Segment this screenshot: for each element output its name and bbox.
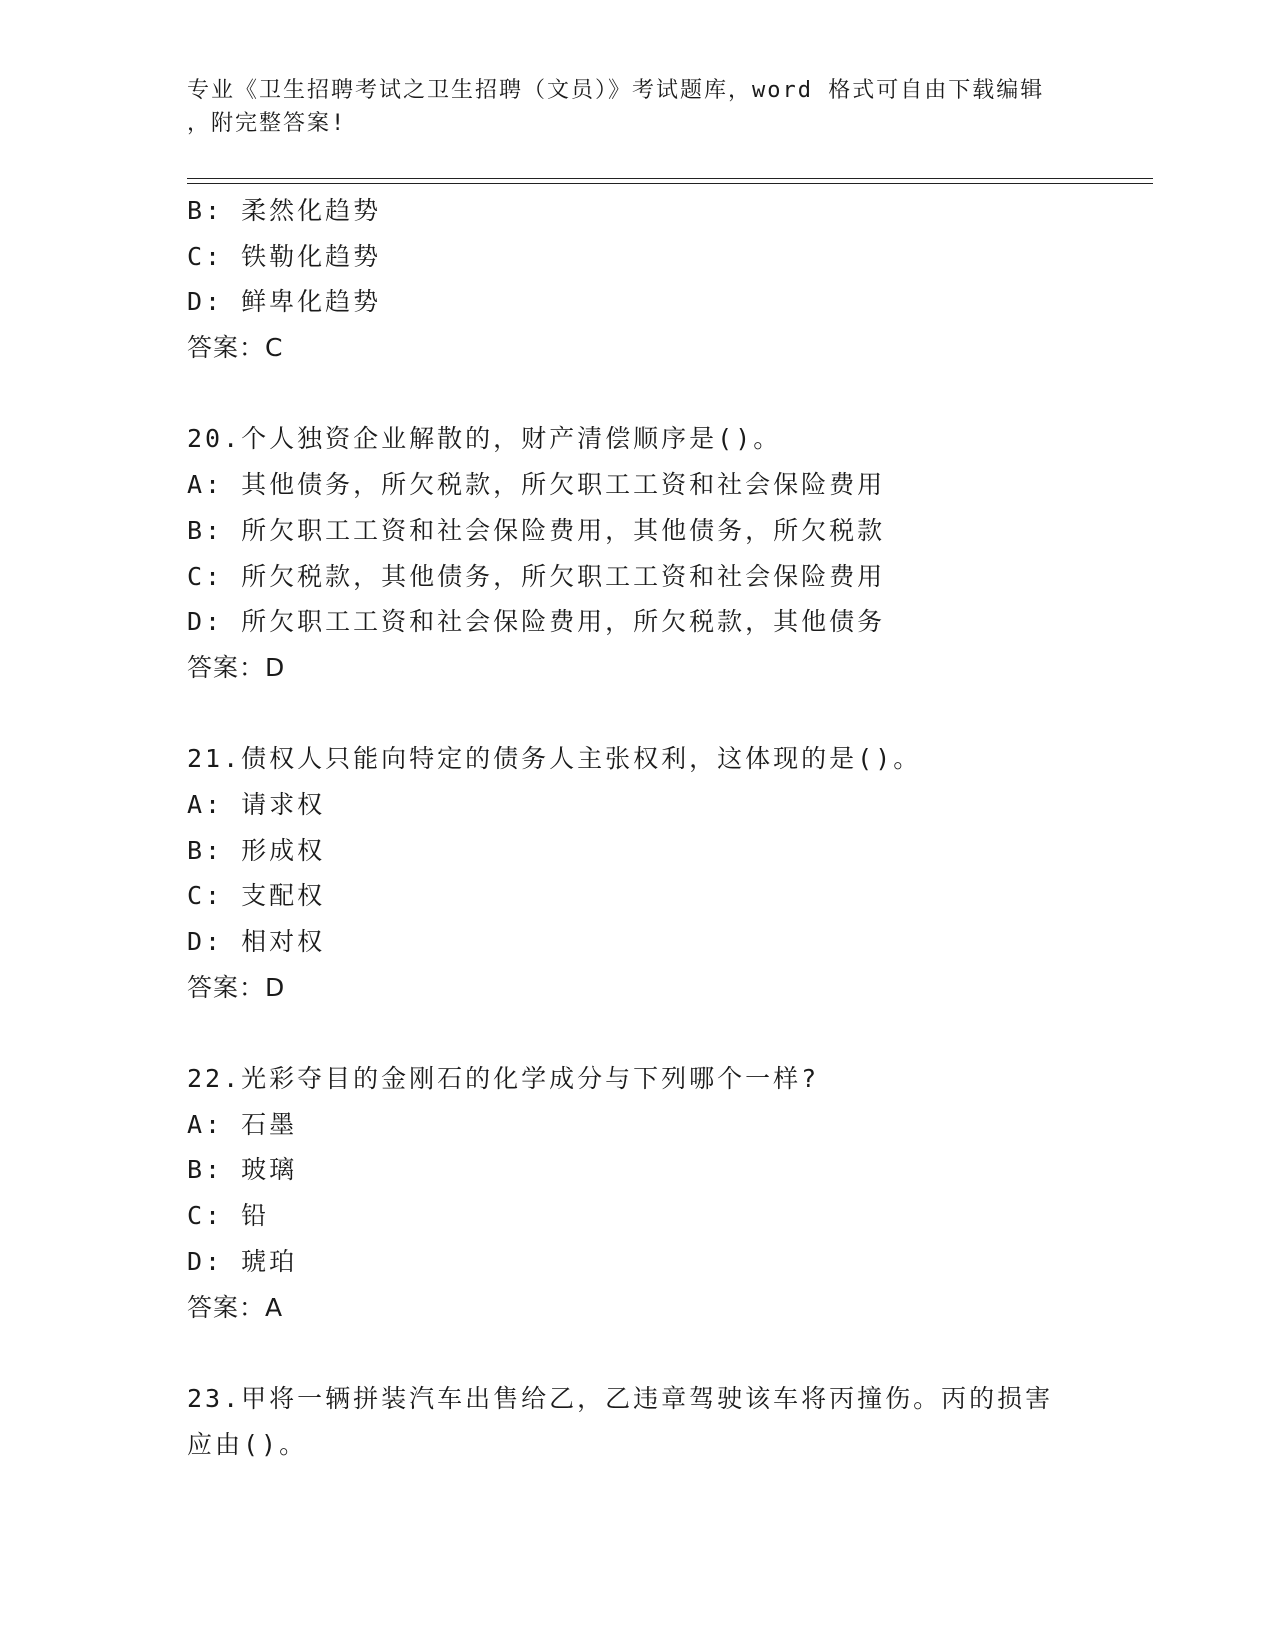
document-header: [187, 74, 1077, 140]
option-b: B: 形成权: [187, 835, 326, 865]
option-d: D: 鲜卑化趋势: [187, 287, 382, 317]
answer: 答案：D: [187, 652, 286, 682]
option-b: B: 柔然化趋势: [187, 196, 382, 225]
header-title-line-2: ，附完整答案!: [187, 111, 347, 136]
header-divider-bottom: [187, 183, 1153, 184]
header-divider-top: [187, 178, 1153, 179]
header-title-line-1: 专业《卫生招聘考试之卫生招聘（文员）》考试题库，word 格式可自由下载编辑: [187, 78, 1045, 103]
option-b: B: 玻璃: [187, 1155, 298, 1185]
question-text: 20.个人独资企业解散的，财产清偿顺序是()。: [187, 424, 782, 454]
option-c: C: 支配权: [187, 881, 326, 911]
question-list: [187, 188, 1087, 1467]
question-text-line-1: 23.甲将一辆拼装汽车出售给乙，乙违章驾驶该车将丙撞伤。丙的损害: [187, 1383, 1054, 1413]
option-a: A: 石墨: [187, 1109, 298, 1139]
question-20: [187, 416, 1087, 690]
option-d: D: 相对权: [187, 927, 326, 956]
question-text-line-2: 应由()。: [187, 1429, 308, 1459]
question-22: [187, 1056, 1087, 1330]
spacer: [187, 1330, 1087, 1376]
option-d: D: 所欠职工工资和社会保险费用，所欠税款，其他债务: [187, 607, 886, 637]
option-c: C: 所欠税款，其他债务，所欠职工工资和社会保险费用: [187, 561, 886, 591]
question-text: 21.债权人只能向特定的债务人主张权利，这体现的是()。: [187, 744, 922, 774]
option-b: B: 所欠职工工资和社会保险费用，其他债务，所欠税款: [187, 515, 886, 545]
option-a: A: 其他债务，所欠税款，所欠职工工资和社会保险费用: [187, 470, 886, 500]
option-a: A: 请求权: [187, 789, 326, 819]
question-21: [187, 736, 1087, 1010]
option-d: D: 琥珀: [187, 1246, 298, 1276]
question-text: 22.光彩夺目的金刚石的化学成分与下列哪个一样?: [187, 1064, 820, 1094]
question-19: [187, 188, 1087, 371]
option-c: C: 铁勒化趋势: [187, 241, 382, 271]
answer: 答案：A: [187, 1292, 284, 1322]
spacer: [187, 371, 1087, 417]
answer: 答案：C: [187, 333, 284, 363]
spacer: [187, 691, 1087, 737]
question-23: [187, 1376, 1087, 1467]
spacer: [187, 1010, 1087, 1056]
answer: 答案：D: [187, 972, 286, 1002]
option-c: C: 铅: [187, 1201, 270, 1231]
